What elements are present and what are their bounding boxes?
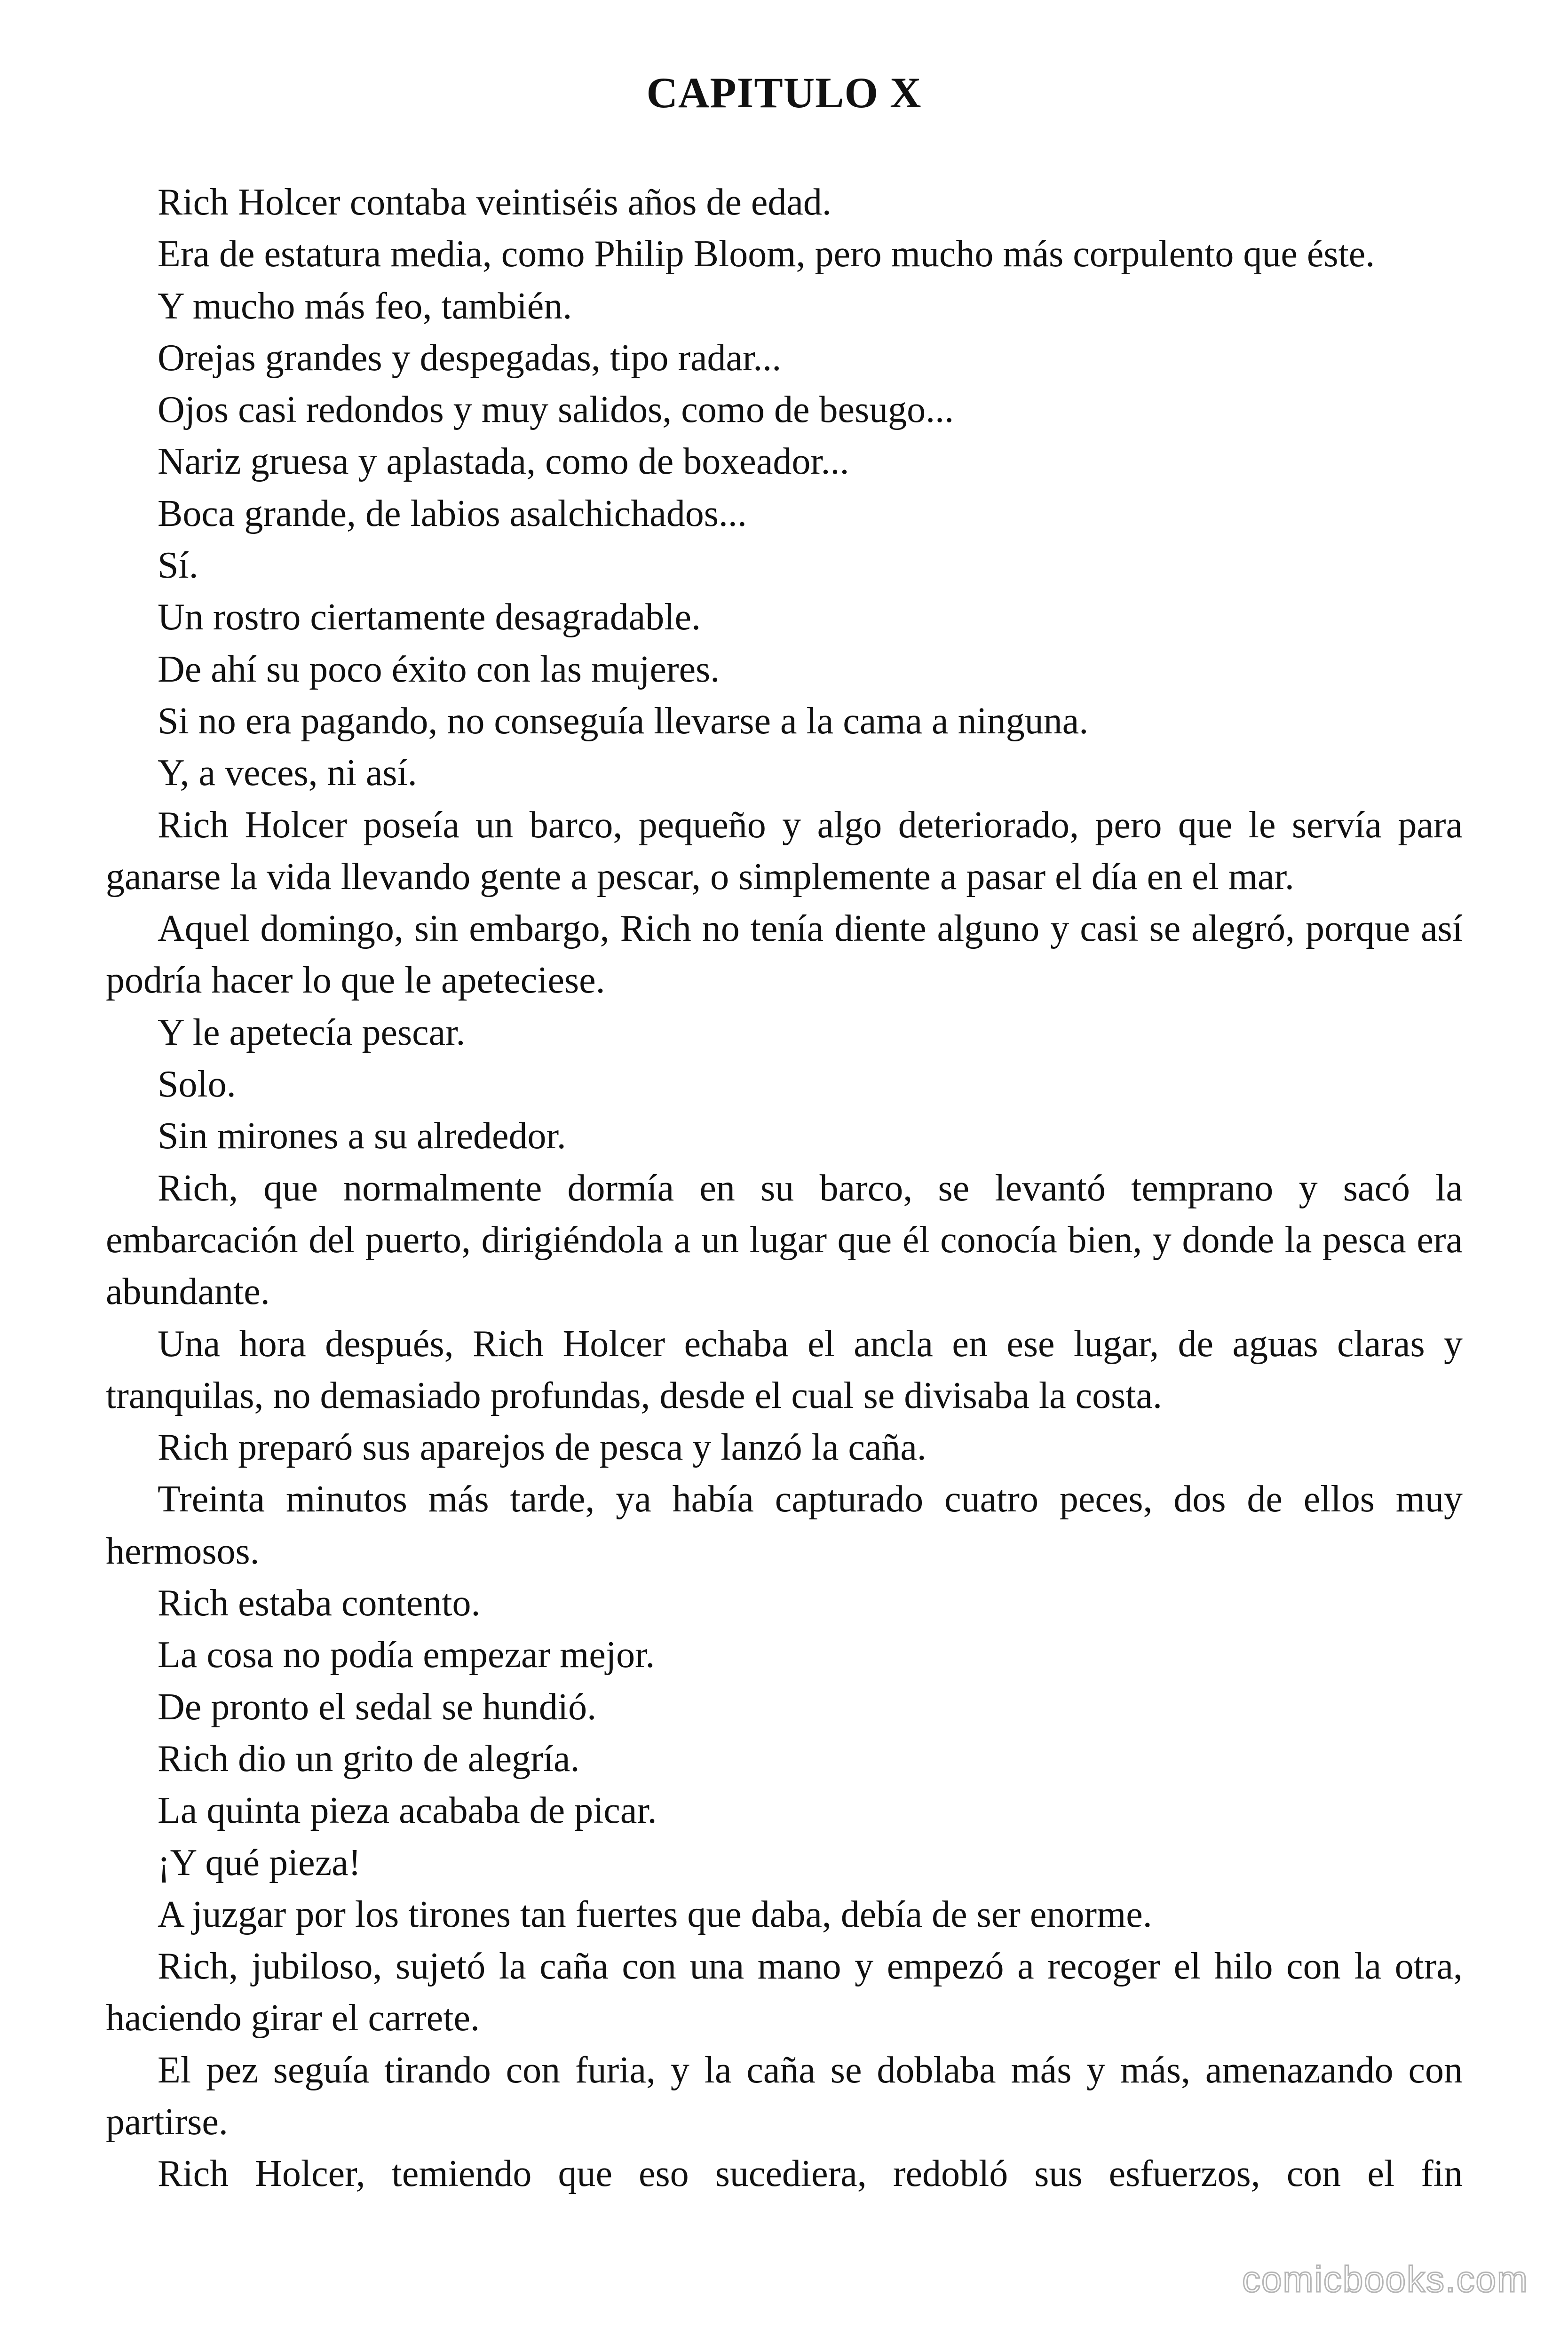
paragraph: Rich preparó sus aparejos de pesca y lanzó la caña. bbox=[158, 1427, 927, 1469]
paragraph: Y le apetecía pescar. bbox=[158, 1011, 466, 1053]
paragraph: Una hora después, Rich Holcer echaba el ancla en ese lugar, de aguas claras y tranquilas, no demasiado profundas, desde el cual se divisaba la costa. bbox=[106, 1323, 1463, 1416]
paragraph: Rich estaba contento. bbox=[158, 1582, 481, 1624]
paragraph: Solo. bbox=[158, 1064, 236, 1105]
paragraph: Si no era pagando, no conseguía llevarse a la cama a ninguna. bbox=[158, 700, 1089, 742]
paragraph: Era de estatura media, como Philip Bloom, pero mucho más corpulento que éste. bbox=[158, 233, 1375, 275]
paragraph: Boca grande, de labios asalchichados... bbox=[158, 493, 747, 534]
paragraph: Ojos casi redondos y muy salidos, como de besugo... bbox=[158, 389, 954, 431]
paragraph: Treinta minutos más tarde, ya había capturado cuatro peces, dos de ellos muy hermosos. bbox=[106, 1478, 1463, 1572]
paragraph: Rich Holcer poseía un barco, pequeño y algo deteriorado, pero que le servía para ganarse la vida llevando gente a pescar, o simplemente a pasar el día en el mar. bbox=[106, 804, 1463, 898]
paragraph: La cosa no podía empezar mejor. bbox=[158, 1634, 655, 1676]
paragraph: De ahí su poco éxito con las mujeres. bbox=[158, 648, 720, 690]
site-watermark: comicbooks.com bbox=[1242, 2258, 1528, 2300]
paragraph: Rich, que normalmente dormía en su barco, se levantó temprano y sacó la embarcación del puerto, dirigiéndola a un lugar que él conocía bien, y donde la pesca era abundante. bbox=[106, 1167, 1463, 1313]
paragraph: Y mucho más feo, también. bbox=[158, 285, 572, 327]
paragraph: Un rostro ciertamente desagradable. bbox=[158, 596, 701, 638]
paragraph: Y, a veces, ni así. bbox=[158, 752, 417, 794]
paragraph: Sí. bbox=[158, 545, 198, 587]
paragraph: De pronto el sedal se hundió. bbox=[158, 1686, 597, 1728]
paragraph: ¡Y qué pieza! bbox=[158, 1842, 361, 1883]
paragraph: Aquel domingo, sin embargo, Rich no tenía diente alguno y casi se alegró, porque así podría hacer lo que le apeteciese. bbox=[106, 908, 1463, 1001]
paragraph: Rich, jubiloso, sujetó la caña con una mano y empezó a recoger el hilo con la otra, haciendo girar el carrete. bbox=[106, 1946, 1463, 2039]
chapter-body bbox=[106, 176, 1463, 2200]
chapter-title: CAPITULO X bbox=[646, 69, 922, 117]
paragraph: A juzgar por los tirones tan fuertes que daba, debía de ser enorme. bbox=[158, 1893, 1152, 1935]
paragraph: Nariz gruesa y aplastada, como de boxeador... bbox=[158, 441, 849, 483]
paragraph: Rich Holcer, temiendo que eso sucediera, redobló sus esfuerzos, con el fin bbox=[158, 2153, 1463, 2195]
paragraph: Orejas grandes y despegadas, tipo radar... bbox=[158, 337, 782, 379]
paragraph: El pez seguía tirando con furia, y la caña se doblaba más y más, amenazando con partirse. bbox=[106, 2049, 1463, 2143]
paragraph: Rich Holcer contaba veintiséis años de edad. bbox=[158, 182, 832, 223]
paragraph: La quinta pieza acababa de picar. bbox=[158, 1790, 657, 1832]
paragraph: Sin mirones a su alrededor. bbox=[158, 1115, 566, 1157]
paragraph: Rich dio un grito de alegría. bbox=[158, 1738, 580, 1780]
